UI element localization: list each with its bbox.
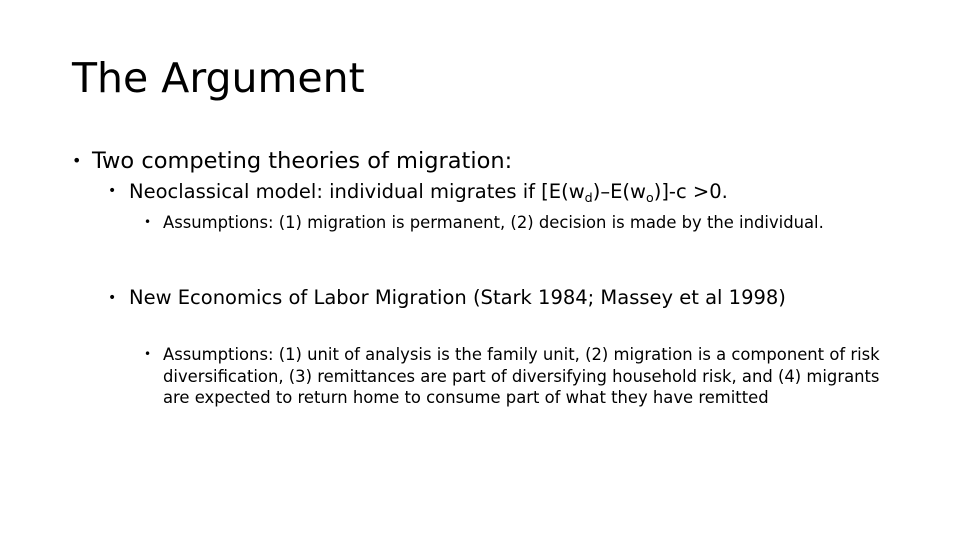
- bullet-neoclassical-assumptions: [144, 212, 864, 233]
- bullet-nelm: [108, 285, 868, 312]
- bullet-two-theories: [72, 146, 912, 176]
- slide-title: The Argument: [72, 54, 365, 102]
- bullet-text: Assumptions: (1) migration is permanent, (2) decision is made by the individual.: [163, 213, 824, 232]
- subscript-o: o: [645, 189, 654, 205]
- bullet-text: Assumptions: (1) unit of analysis is the family unit, (2) migration is a component of risk diversification, (3) remittances are part of diversifying household risk, and (4) migrants are expected to return home to consume part of what they have remitted: [163, 345, 880, 407]
- bullet-marker: •: [108, 290, 117, 306]
- formula-middle: )–E(w: [592, 180, 646, 203]
- bullet-text: New Economics of Labor Migration (Stark 1984; Massey et al 1998): [129, 286, 786, 309]
- bullet-nelm-assumptions: [144, 344, 884, 409]
- formula-suffix: )]-c >0.: [653, 180, 728, 203]
- bullet-text: Two competing theories of migration:: [92, 148, 513, 174]
- bullet-marker: •: [72, 151, 82, 170]
- bullet-marker: •: [144, 215, 152, 229]
- bullet-text: [129, 178, 908, 205]
- bullet-marker: •: [144, 347, 152, 361]
- formula-prefix: Neoclassical model: individual migrates if [E(w: [129, 180, 585, 203]
- bullet-marker: •: [108, 183, 117, 199]
- subscript-d: d: [584, 189, 593, 205]
- bullet-neoclassical-model: [108, 178, 908, 205]
